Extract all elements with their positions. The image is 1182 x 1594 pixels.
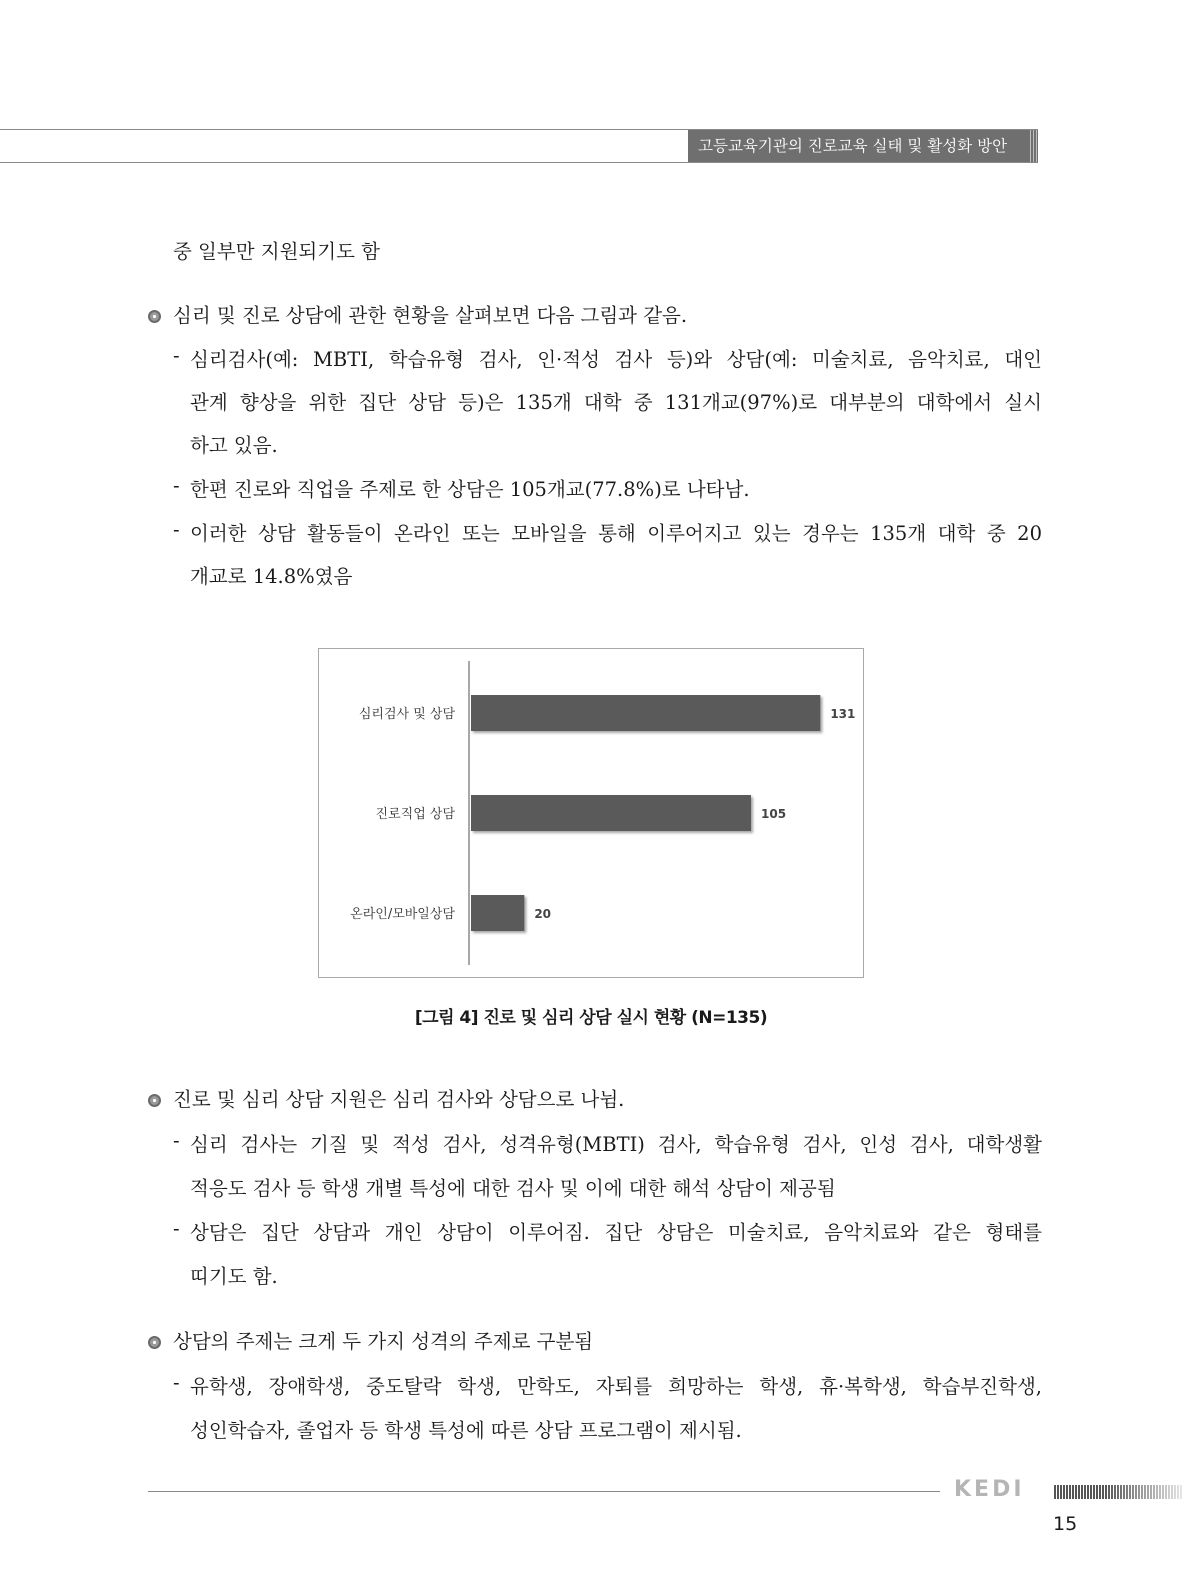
page-number: 15 xyxy=(1053,1513,1078,1535)
chart-bar-1 xyxy=(471,795,751,831)
chart-category-label-1: 진로직업 상담 xyxy=(375,807,455,822)
section1-item3-line1: 이러한 상담 활동들이 온라인 또는 모바일을 통해 이루어지고 있는 경우는 135개 대학 중 20 xyxy=(190,522,1042,545)
footer-barcode-decoration xyxy=(1054,1485,1182,1499)
section2-item2-line1: 상담은 집단 상담과 개인 상담이 이루어짐. 집단 상담은 미술치료, 음악치료와 같은 형태를 xyxy=(190,1221,1042,1244)
running-header-title: 고등교육기관의 진로교육 실태 및 활성화 방안 xyxy=(698,137,1008,155)
section1-item1-line3: 하고 있음. xyxy=(190,434,278,457)
chart-bar-0 xyxy=(471,695,820,731)
kedi-logo: KEDI xyxy=(954,1477,1025,1502)
section1-item1-line1: 심리검사(예: MBTI, 학습유형 검사, 인·적성 검사 등)와 상담(예: 미술치료, 음악치료, 대인 xyxy=(190,348,1042,371)
dash-marker: - xyxy=(173,474,180,497)
chart-bar-2 xyxy=(471,895,524,931)
section1-bullet-text: 심리 및 진로 상담에 관한 현황을 살펴보면 다음 그림과 같음. xyxy=(173,304,688,327)
section2-item1-line2: 적응도 검사 등 학생 개별 특성에 대한 검사 및 이에 대한 해석 상담이 제공됨 xyxy=(190,1177,836,1200)
section1-item2-line1: 한편 진로와 직업을 주제로 한 상담은 105개교(77.8%)로 나타남. xyxy=(190,478,750,501)
footer-rule xyxy=(148,1491,940,1492)
section3-item1-line1: 유학생, 장애학생, 중도탈락 학생, 만학도, 자퇴를 희망하는 학생, 휴·복학생, 학습부진학생, xyxy=(190,1375,1042,1398)
dash-marker: - xyxy=(173,1371,180,1394)
dash-marker: - xyxy=(173,1129,180,1152)
dash-marker: - xyxy=(173,344,180,367)
header-rule-bottom xyxy=(0,162,1038,163)
dash-marker: - xyxy=(173,518,180,541)
bar-chart xyxy=(319,649,865,979)
chart-category-label-2: 온라인/모바일상담 xyxy=(350,907,455,922)
chart-data-label-2: 20 xyxy=(534,907,552,921)
section1-item3-line2: 개교로 14.8%였음 xyxy=(190,565,353,588)
section2-bullet-text: 진로 및 심리 상담 지원은 심리 검사와 상담으로 나뉨. xyxy=(173,1088,625,1111)
circle-bullet-icon xyxy=(148,1336,161,1349)
figure-caption: [그림 4] 진로 및 심리 상담 실시 현황 (N=135) xyxy=(414,1008,768,1028)
chart-data-label-1: 105 xyxy=(761,807,787,821)
continued-line: 중 일부만 지원되기도 함 xyxy=(173,240,380,263)
section2-item2-line2: 띠기도 함. xyxy=(190,1265,278,1288)
circle-bullet-icon xyxy=(148,310,161,323)
dash-marker: - xyxy=(173,1217,180,1240)
section2-item1-line1: 심리 검사는 기질 및 적성 검사, 성격유형(MBTI) 검사, 학습유형 검사, 인성 검사, 대학생활 xyxy=(190,1133,1042,1156)
section1-item1-line2: 관계 향상을 위한 집단 상담 등)은 135개 대학 중 131개교(97%)로 대부분의 대학에서 실시 xyxy=(190,391,1042,414)
chart-data-label-0: 131 xyxy=(830,707,856,721)
section3-item1-line2: 성인학습자, 졸업자 등 학생 특성에 따른 상담 프로그램이 제시됨. xyxy=(190,1419,742,1442)
circle-bullet-icon xyxy=(148,1094,161,1107)
section3-bullet-text: 상담의 주제는 크게 두 가지 성격의 주제로 구분됨 xyxy=(173,1330,594,1353)
chart-category-label-0: 심리검사 및 상담 xyxy=(358,707,455,722)
running-header xyxy=(688,130,1038,162)
chart-frame xyxy=(318,648,864,978)
